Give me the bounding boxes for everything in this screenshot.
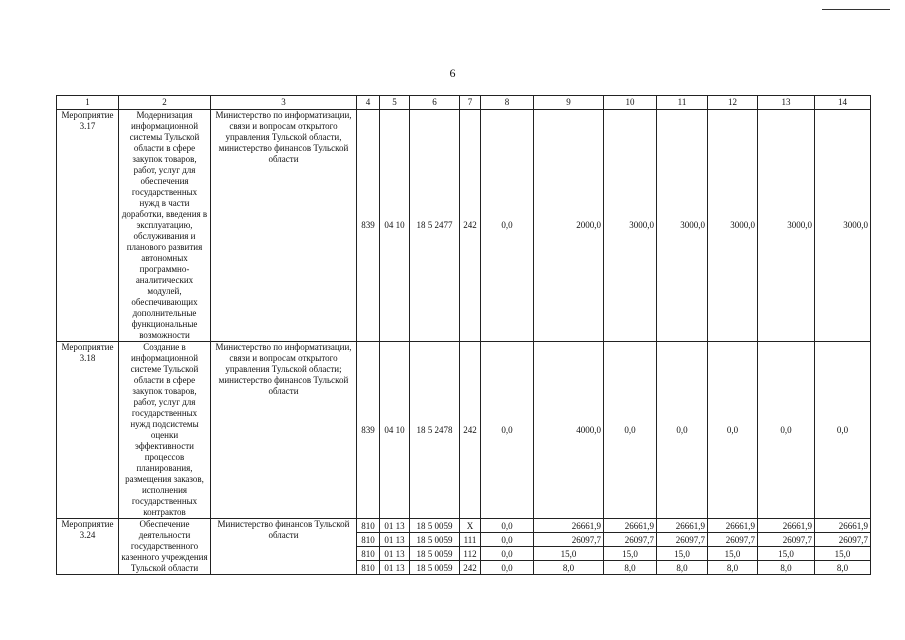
value-cell: 26661,9 [815,519,871,533]
value-cell: 0,0 [708,342,758,519]
value-cell: 15,0 [708,547,758,561]
code-section: 04 10 [380,110,410,342]
responsible-executor: Министерство по информатизации, связи и вопросам открытого управления Тульской области, министерство финансов Тульской области [211,110,357,342]
value-cell: 3000,0 [758,110,815,342]
value-cell: 0,0 [481,533,534,547]
value-cell: 26661,9 [708,519,758,533]
responsible-executor: Министерство по информатизации, связи и вопросам открытого управления Тульской области; министерство финансов Тульской области [211,342,357,519]
value-cell: 26097,7 [534,533,604,547]
value-cell: 8,0 [657,561,708,575]
code-section: 01 13 [380,561,410,575]
header-cell-6: 6 [410,96,460,110]
corner-rule [822,9,890,10]
header-cell-2: 2 [119,96,211,110]
value-cell: 0,0 [481,547,534,561]
value-cell: 0,0 [481,519,534,533]
table-row-3-17 [57,110,871,342]
header-cell-10: 10 [604,96,657,110]
value-cell: 15,0 [815,547,871,561]
value-cell: 8,0 [708,561,758,575]
responsible-executor: Министерство финансов Тульской области [211,519,357,575]
value-cell: 0,0 [481,561,534,575]
code-expense-type: 242 [460,561,481,575]
value-cell: 8,0 [534,561,604,575]
budget-table [56,95,871,575]
measure-label: Мероприятие 3.24 [57,519,119,575]
value-cell: 0,0 [481,110,534,342]
code-target-article: 18 5 0059 [410,533,460,547]
header-cell-8: 8 [481,96,534,110]
code-section: 01 13 [380,547,410,561]
measure-name: Модернизация информационной системы Тульской области в сфере закупок товаров, работ, услуг для обеспечения государственных нужд в части доработки, введения в эксплуатацию, обслуживания и планового развития автономных программно-аналитических модулей, обеспечивающих дополнительные функциональные возможности [119,110,211,342]
header-row [57,96,871,110]
code-expense-type: 242 [460,110,481,342]
value-cell: 8,0 [758,561,815,575]
code-grbs: 810 [357,561,380,575]
value-cell: 26097,7 [657,533,708,547]
header-cell-14: 14 [815,96,871,110]
value-cell: 26661,9 [534,519,604,533]
header-cell-7: 7 [460,96,481,110]
value-cell: 15,0 [657,547,708,561]
value-cell: 15,0 [534,547,604,561]
value-cell: 8,0 [815,561,871,575]
code-expense-type: X [460,519,481,533]
value-cell: 26661,9 [758,519,815,533]
header-cell-4: 4 [357,96,380,110]
code-expense-type: 242 [460,342,481,519]
value-cell: 0,0 [657,342,708,519]
header-cell-5: 5 [380,96,410,110]
code-section: 01 13 [380,533,410,547]
value-cell: 26661,9 [657,519,708,533]
code-target-article: 18 5 0059 [410,547,460,561]
header-cell-3: 3 [211,96,357,110]
table-row-3-18 [57,342,871,519]
code-grbs: 810 [357,533,380,547]
value-cell: 4000,0 [534,342,604,519]
header-cell-12: 12 [708,96,758,110]
measure-label: Мероприятие 3.18 [57,342,119,519]
value-cell: 15,0 [758,547,815,561]
code-target-article: 18 5 0059 [410,519,460,533]
value-cell: 0,0 [481,342,534,519]
code-expense-type: 111 [460,533,481,547]
code-target-article: 18 5 2477 [410,110,460,342]
header-cell-9: 9 [534,96,604,110]
measure-name: Обеспечение деятельности государственного казенного учреждения Тульской области [119,519,211,575]
code-grbs: 810 [357,547,380,561]
value-cell: 15,0 [604,547,657,561]
measure-label: Мероприятие 3.17 [57,110,119,342]
code-section: 04 10 [380,342,410,519]
value-cell: 0,0 [758,342,815,519]
value-cell: 2000,0 [534,110,604,342]
code-target-article: 18 5 0059 [410,561,460,575]
header-cell-11: 11 [657,96,708,110]
value-cell: 26097,7 [604,533,657,547]
measure-name: Создание в информационной системе Тульской области в сфере закупок товаров, работ, услуг для государственных нужд подсистемы оценки эффективности процессов планирования, размещения заказов, исполнения государственных контрактов [119,342,211,519]
header-cell-1: 1 [57,96,119,110]
value-cell: 26097,7 [708,533,758,547]
code-grbs: 810 [357,519,380,533]
value-cell: 8,0 [604,561,657,575]
value-cell: 3000,0 [604,110,657,342]
value-cell: 0,0 [604,342,657,519]
value-cell: 3000,0 [708,110,758,342]
value-cell: 26661,9 [604,519,657,533]
value-cell: 26097,7 [815,533,871,547]
value-cell: 3000,0 [657,110,708,342]
value-cell: 0,0 [815,342,871,519]
code-target-article: 18 5 2478 [410,342,460,519]
code-grbs: 839 [357,342,380,519]
code-expense-type: 112 [460,547,481,561]
value-cell: 3000,0 [815,110,871,342]
table-row-3-24 [57,519,871,533]
code-grbs: 839 [357,110,380,342]
header-cell-13: 13 [758,96,815,110]
page-number: 6 [449,66,456,80]
value-cell: 26097,7 [758,533,815,547]
code-section: 01 13 [380,519,410,533]
